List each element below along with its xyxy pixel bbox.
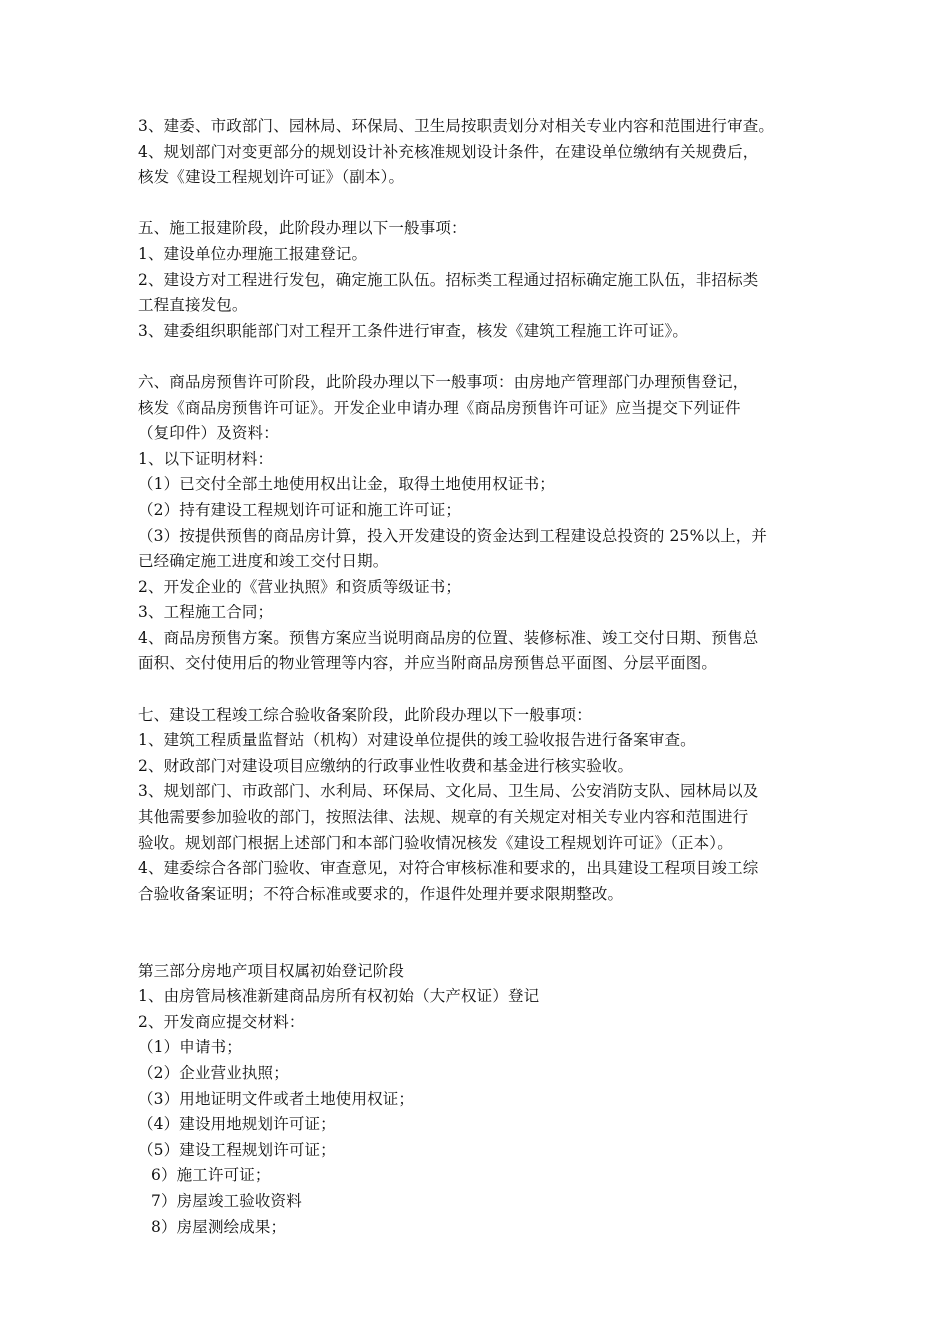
text-line: （3）按提供预售的商品房计算，投入开发建设的资金达到工程建设总投资的 25%以上，并 [138,526,768,545]
text-line: 验收。规划部门根据上述部门和本部门验收情况核发《建设工程规划许可证》（正本）。 [138,833,733,852]
text-line: （2）持有建设工程规划许可证和施工许可证； [138,500,462,519]
text-line: 面积、交付使用后的物业管理等内容，并应当附商品房预售总平面图、分层平面图。 [138,654,718,673]
text-line: 2、建设方对工程进行发包，确定施工队伍。招标类工程通过招标确定施工队伍，非招标类 [138,270,759,289]
list-item: 6）施工许可证； [151,1166,271,1185]
blank-line [138,344,828,370]
blank-lines [138,907,828,958]
text-line: 4、建委综合各部门验收、审查意见，对符合审核标准和要求的，出具建设工程项目竣工综 [138,859,759,878]
list-item: （4）建设用地规划许可证； [138,1115,336,1134]
part-heading: 第三部分房地产项目权属初始登记阶段 [138,961,405,980]
text-line: 3、建委、市政部门、园林局、环保局、卫生局按职责划分对相关专业内容和范围进行审查。 [138,117,775,135]
text-line: 4、规划部门对变更部分的规划设计补充核准规划设计条件，在建设单位缴纳有关规费后， [138,142,759,161]
text-line: 4、商品房预售方案。预售方案应当说明商品房的位置、装修标准、竣工交付日期、预售总 [138,628,759,647]
list-item: 8）房屋测绘成果； [151,1217,287,1236]
blank-line [138,191,828,217]
text-line: 3、建委组织职能部门对工程开工条件进行审查，核发《建筑工程施工许可证》。 [138,321,689,340]
section-heading: 五、施工报建阶段，此阶段办理以下一般事项： [138,219,467,238]
document-page [138,114,828,1240]
list-item: （3）用地证明文件或者土地使用权证； [138,1089,415,1108]
text-line: 2、开发商应提交材料： [138,1012,305,1031]
text-line: 2、财政部门对建设项目应缴纳的行政事业性收费和基金进行核实验收。 [138,756,634,775]
paragraph-block-2 [138,216,828,344]
text-line: 工程直接发包。 [138,296,248,315]
text-line: 其他需要参加验收的部门，按照法律、法规、规章的有关规定对相关专业内容和范围进行 [138,808,749,827]
list-item: （2）企业营业执照； [138,1063,289,1082]
text-line: （1）已交付全部土地使用权出让金，取得土地使用权证书； [138,475,555,494]
paragraph-block-1 [138,114,828,191]
paragraph-block-5 [138,959,828,1241]
text-line: 核发《商品房预售许可证》。开发企业申请办理《商品房预售许可证》应当提交下列证件 [138,398,741,417]
text-line: （复印件）及资料： [138,424,279,443]
paragraph-block-3 [138,370,828,677]
section-heading: 七、建设工程竣工综合验收备案阶段，此阶段办理以下一般事项： [138,705,592,724]
text-line: 已经确定施工进度和竣工交付日期。 [138,552,389,571]
text-line: 核发《建设工程规划许可证》（副本）。 [138,168,405,187]
section-heading: 六、商品房预售许可阶段，此阶段办理以下一般事项：由房地产管理部门办理预售登记， [138,372,749,391]
text-line: 1、建筑工程质量监督站（机构）对建设单位提供的竣工验收报告进行备案审查。 [138,731,696,750]
list-item: （5）建设工程规划许可证； [138,1140,336,1159]
list-item: （1）申请书； [138,1038,242,1057]
text-line: 1、以下证明材料： [138,449,274,468]
paragraph-block-4 [138,703,828,908]
text-line: 1、建设单位办理施工报建登记。 [138,244,368,263]
text-line: 3、工程施工合同； [138,603,274,622]
text-line: 2、开发企业的《营业执照》和资质等级证书； [138,577,462,596]
text-line: 1、由房管局核准新建商品房所有权初始（大产权证）登记 [138,987,540,1006]
blank-line [138,677,828,703]
list-item: 7）房屋竣工验收资料 [151,1191,302,1210]
text-line: 3、规划部门、市政部门、水利局、环保局、文化局、卫生局、公安消防支队、园林局以及 [138,782,759,801]
text-line: 合验收备案证明；不符合标准或要求的，作退件处理并要求限期整改。 [138,884,624,903]
